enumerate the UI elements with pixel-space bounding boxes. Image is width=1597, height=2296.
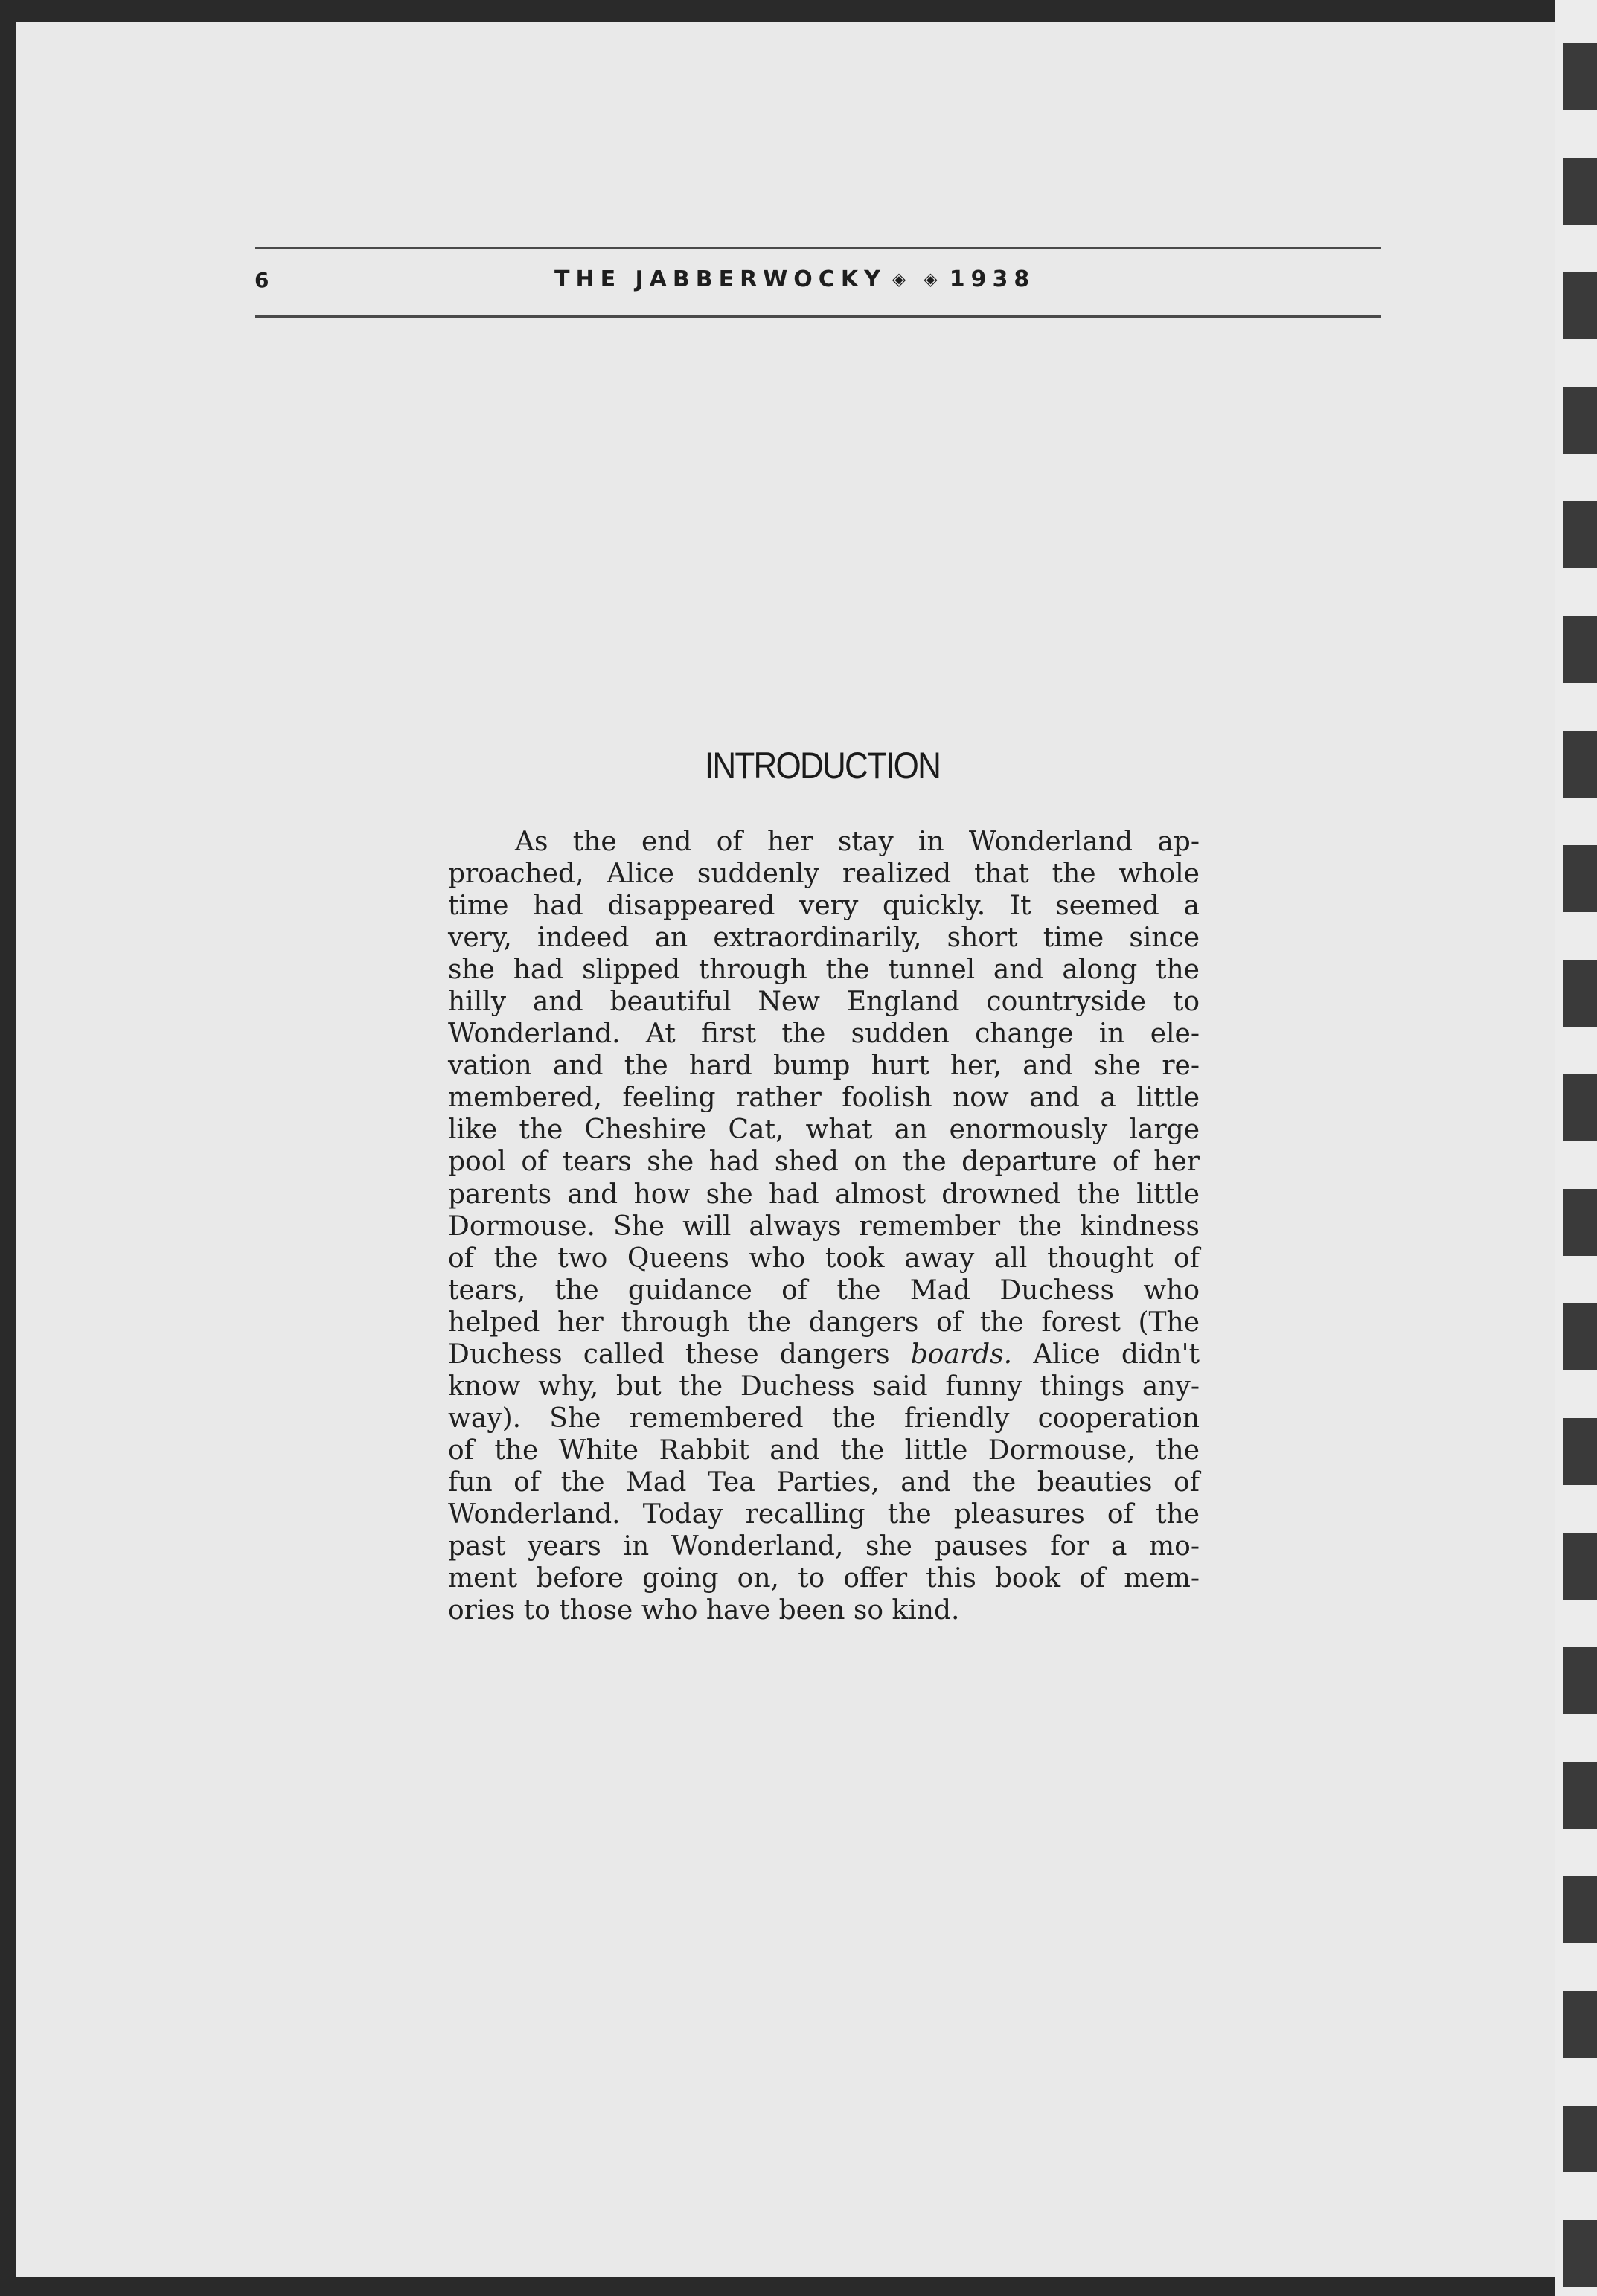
text-line: time had disappeared very quickly. It seemed a (448, 891, 1200, 922)
text-line-with-emphasis (448, 1338, 1200, 1370)
binding-tab (1563, 501, 1597, 568)
text-line: past years in Wonderland, she pauses for a mo- (448, 1531, 1200, 1562)
text-line: Wonderland. Today recalling the pleasures of the (448, 1498, 1200, 1530)
text-line: like the Cheshire Cat, what an enormously large (448, 1115, 1200, 1146)
binding-tab (1563, 1647, 1597, 1714)
header-rule-bottom (255, 315, 1381, 318)
text-line: parents and how she had almost drowned the little (448, 1179, 1200, 1210)
binding-tab (1563, 158, 1597, 225)
page-number: 6 (255, 268, 269, 292)
binding-tab (1563, 2220, 1597, 2287)
text-line: know why, but the Duchess said funny things any- (448, 1370, 1200, 1402)
binding-tab (1563, 1303, 1597, 1370)
emphasized-word: boards. (910, 1338, 1013, 1370)
introduction-text (448, 826, 1200, 1626)
text-line: way). She remembered the friendly cooperation (448, 1402, 1200, 1434)
text-line: ment before going on, to offer this book of mem- (448, 1563, 1200, 1594)
binding-tab (1563, 616, 1597, 683)
running-head (554, 266, 1035, 292)
publication-year: 1938 (949, 266, 1036, 292)
text-segment: Alice didn't (1033, 1338, 1200, 1370)
section-title: INTRODUCTION (704, 745, 941, 786)
text-line: ories to those who have been so kind. (448, 1595, 960, 1626)
text-line: membered, feeling rather foolish now and a little (448, 1083, 1200, 1114)
spiral-binding (1555, 0, 1597, 2296)
binding-tab (1563, 1762, 1597, 1829)
text-line: helped her through the dangers of the forest (The (448, 1306, 1200, 1338)
text-line: Wonderland. At first the sudden change in ele- (448, 1019, 1200, 1050)
text-segment: Duchess called these dangers (448, 1338, 890, 1370)
header-rule-top (255, 247, 1381, 249)
binding-tab (1563, 1991, 1597, 2058)
ornament-icon: ◈ (924, 269, 944, 289)
text-line: of the two Queens who took away all thought of (448, 1242, 1200, 1274)
text-line: very, indeed an extraordinarily, short time since (448, 923, 1200, 954)
text-line: of the White Rabbit and the little Dormouse, the (448, 1434, 1200, 1466)
binding-tab (1563, 731, 1597, 798)
ornament-icon: ◈ (892, 269, 912, 289)
binding-tab (1563, 1189, 1597, 1256)
binding-tab (1563, 272, 1597, 339)
text-line: pool of tears she had shed on the departure of her (448, 1147, 1200, 1178)
text-line: vation and the hard bump hurt her, and she re- (448, 1051, 1200, 1082)
binding-tab (1563, 960, 1597, 1027)
text-line: fun of the Mad Tea Parties, and the beauties of (448, 1466, 1200, 1498)
text-line: As the end of her stay in Wonderland ap- (515, 827, 1200, 857)
text-line: tears, the guidance of the Mad Duchess who (448, 1274, 1200, 1306)
text-line: hilly and beautiful New England countryside to (448, 987, 1200, 1018)
text-line: she had slipped through the tunnel and along the (448, 955, 1200, 986)
binding-tab (1563, 2106, 1597, 2172)
binding-tab (1563, 1876, 1597, 1943)
binding-tab (1563, 387, 1597, 454)
binding-tab (1563, 43, 1597, 110)
text-line: proached, Alice suddenly realized that the whole (448, 859, 1200, 890)
text-line: Dormouse. She will always remember the kindness (448, 1210, 1200, 1242)
binding-tab (1563, 1074, 1597, 1141)
binding-tab (1563, 845, 1597, 912)
binding-tab (1563, 1418, 1597, 1485)
publication-title: THE JABBERWOCKY (554, 266, 886, 292)
binding-tab (1563, 1533, 1597, 1600)
